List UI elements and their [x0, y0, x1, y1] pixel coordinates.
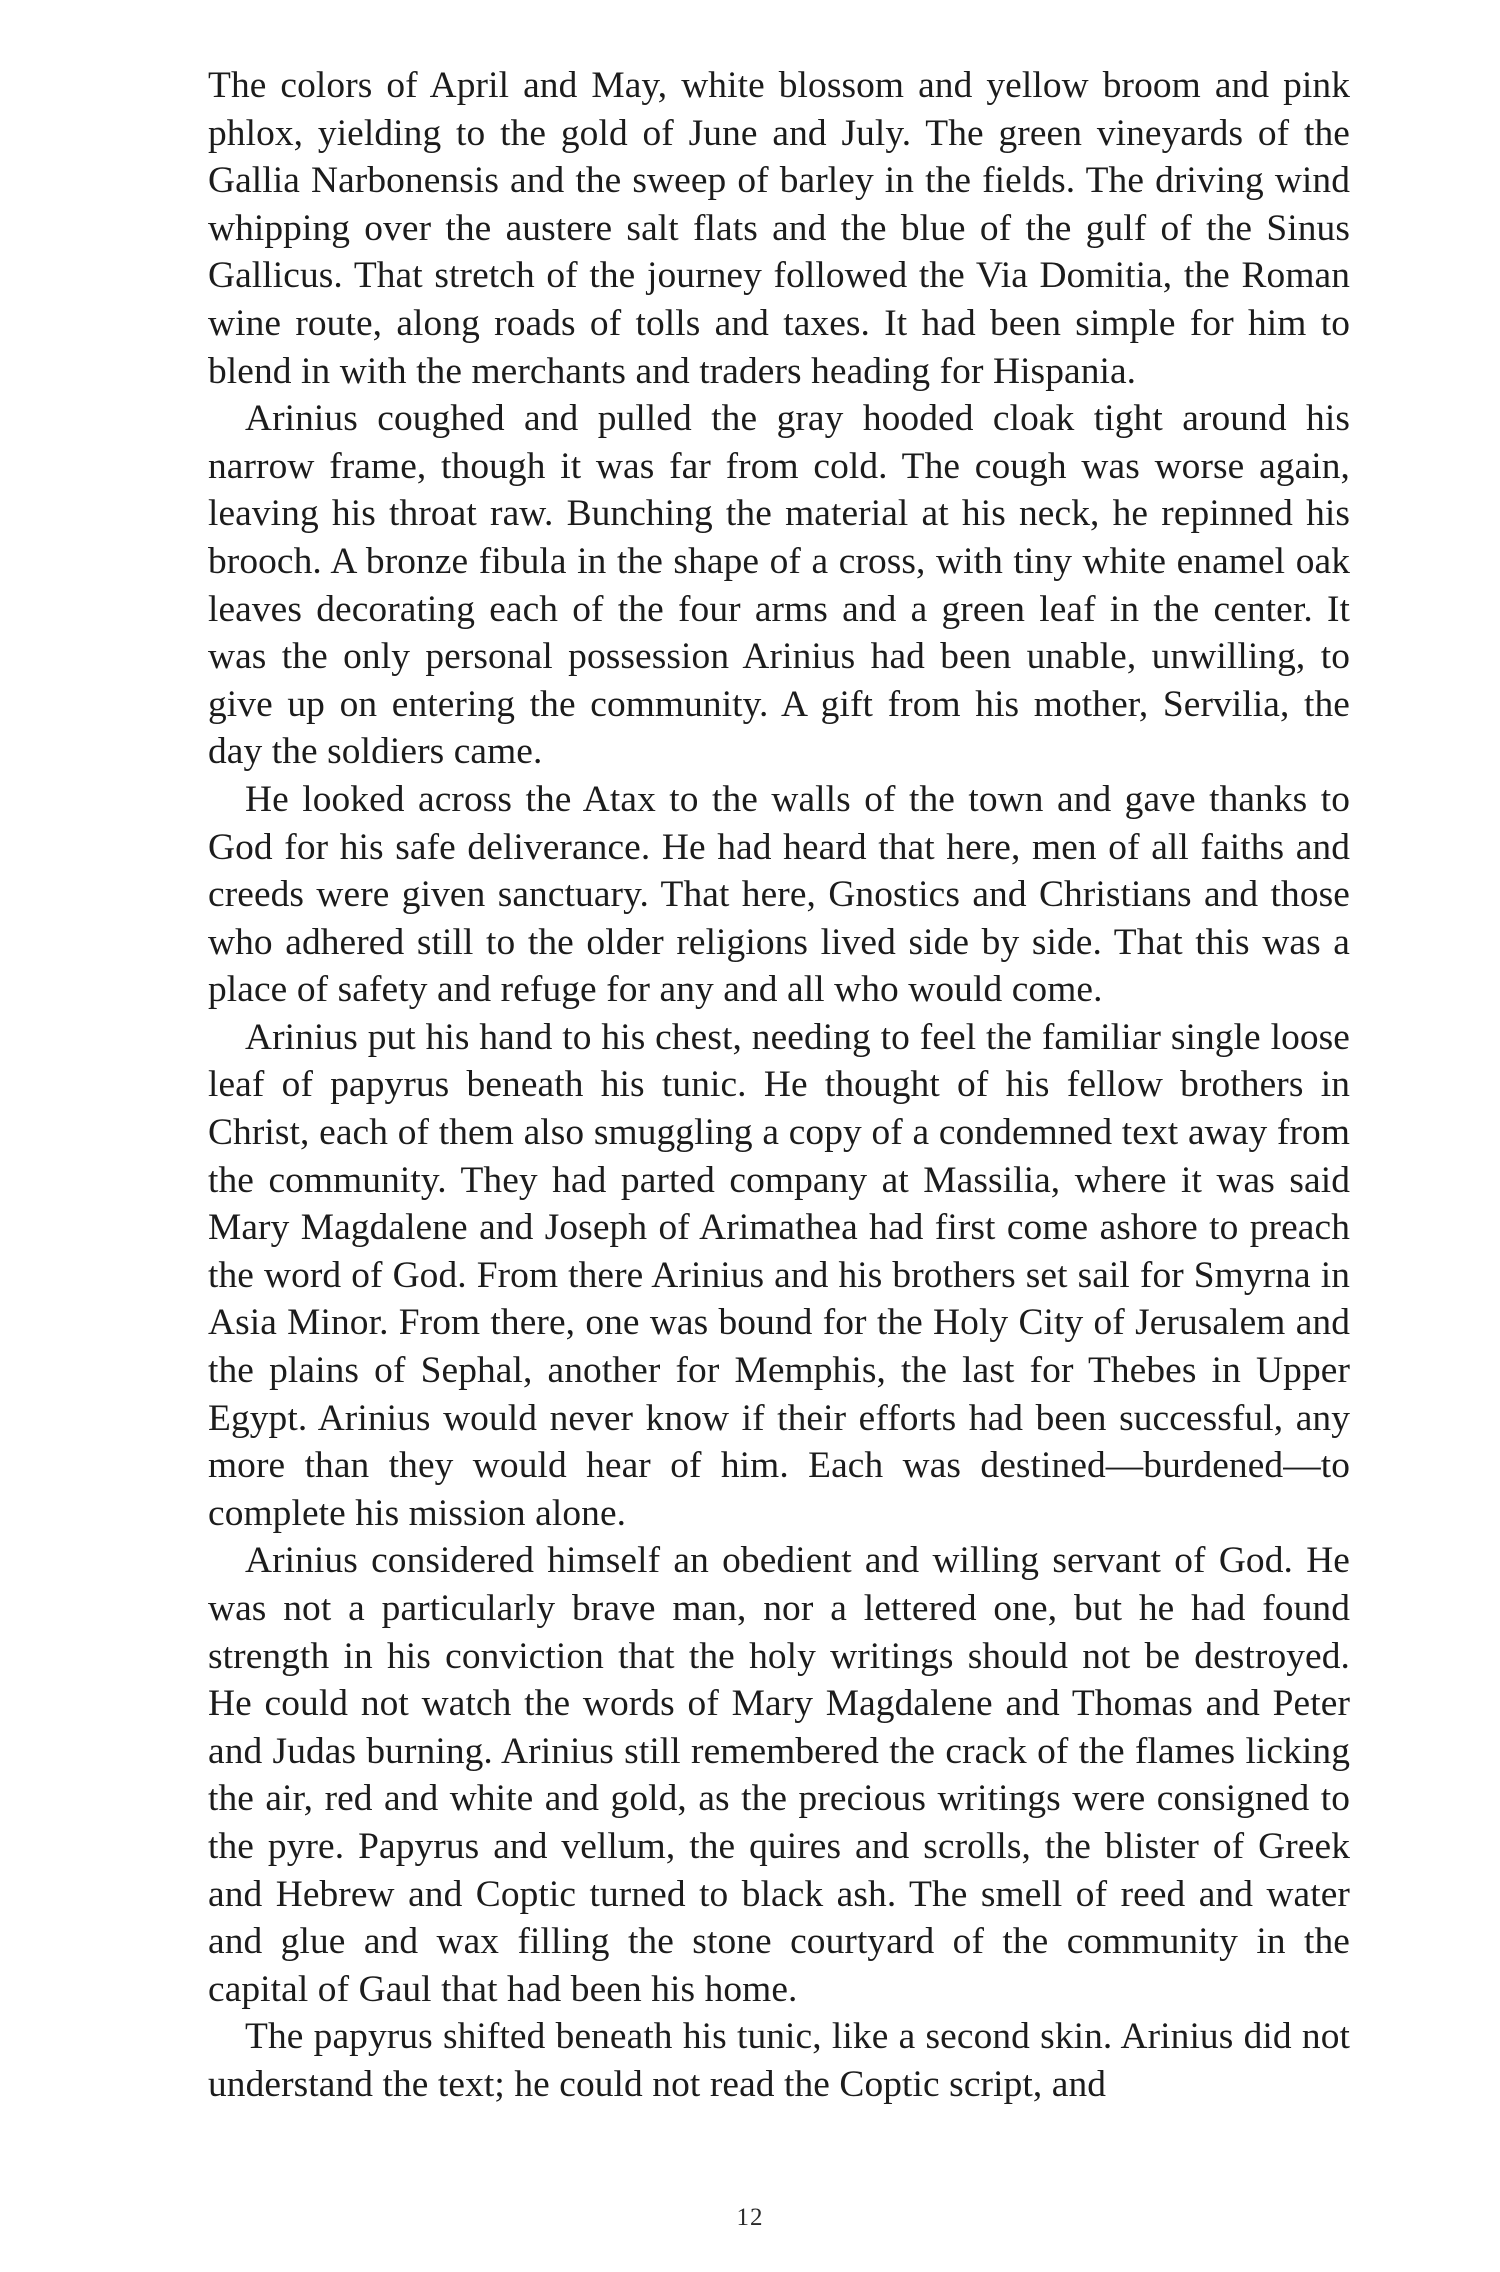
body-text [208, 62, 1350, 2109]
paragraph-6: The papyrus shifted beneath his tunic, like a second skin. Arinius did not understand the text; he could not read the Coptic script, and [208, 2016, 1350, 2105]
paragraph-2: Arinius coughed and pulled the gray hooded cloak tight around his narrow frame, though it was far from cold. The cough was worse again, leaving his throat raw. Bunching the material at his neck, he repinned his brooch. A bronze fibula in the shape of a cross, with tiny white enamel oak leaves decorating each of the four arms and a green leaf in the center. It was the only personal possession Arinius had been unable, unwilling, to give up on entering the community. A gift from his mother, Servilia, the day the soldiers came. [208, 398, 1350, 773]
paragraph-3: He looked across the Atax to the walls of the town and gave thanks to God for his safe deliverance. He had heard that here, men of all faiths and creeds were given sanctuary. That here, Gnostics and Christians and those who adhered still to the older religions lived side by side. That this was a place of safety and refuge for any and all who would come. [208, 778, 1350, 1011]
paragraph-1: The colors of April and May, white blossom and yellow broom and pink phlox, yielding to the gold of June and July. The green vineyards of the Gallia Narbonensis and the sweep of barley in the fields. The driving wind whipping over the austere salt flats and the blue of the gulf of the Sinus Gallicus. That stretch of the journey followed the Via Domitia, the Roman wine route, along roads of tolls and taxes. It had been simple for him to blend in with the merchants and traders heading for Hispania. [208, 65, 1350, 392]
page-number: 12 [736, 2204, 764, 2231]
paragraph-5: Arinius considered himself an obedient and willing servant of God. He was not a particularly brave man, nor a lettered one, but he had found strength in his conviction that the holy writings should not be destroyed. He could not watch the words of Mary Magdalene and Thomas and Peter and Judas burning. Arinius still remembered the crack of the flames licking the air, red and white and gold, as the precious writings were consigned to the pyre. Papyrus and vellum, the quires and scrolls, the blister of Greek and Hebrew and Coptic turned to black ash. The smell of reed and water and glue and wax filling the stone courtyard of the community in the capital of Gaul that had been his home. [208, 1540, 1350, 2010]
paragraph-4: Arinius put his hand to his chest, needing to feel the familiar single loose leaf of papyrus beneath his tunic. He thought of his fellow brothers in Christ, each of them also smuggling a copy of a condemned text away from the community. They had parted company at Massilia, where it was said Mary Magdalene and Joseph of Arimathea had first come ashore to preach the word of God. From there Arinius and his brothers set sail for Smyrna in Asia Minor. From there, one was bound for the Holy City of Jerusalem and the plains of Sephal, another for Memphis, the last for Thebes in Upper Egypt. Arinius would never know if their efforts had been successful, any more than they would hear of him. Each was destined—burdened—to complete his mission alone. [208, 1016, 1350, 1534]
